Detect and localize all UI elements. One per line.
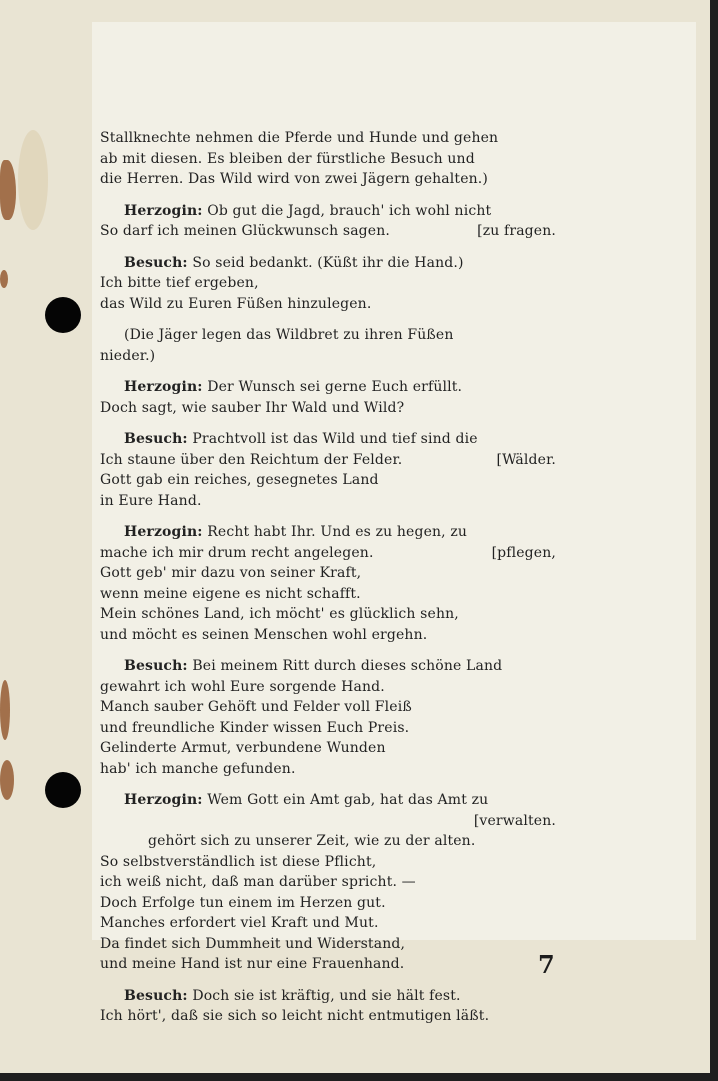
- text-line: Mein schönes Land, ich möcht' es glücklich sehn,: [100, 606, 459, 622]
- text-line: Manches erfordert viel Kraft und Mut.: [100, 915, 379, 931]
- text-line: So darf ich meinen Glückwunsch sagen. [zu fragen.: [100, 221, 556, 242]
- text-line: Besuch: Prachtvoll ist das Wild und tief sind die: [124, 431, 478, 447]
- text-line: Herzogin: Ob gut die Jagd, brauch' ich wohl nicht: [124, 202, 492, 219]
- text-line: in Eure Hand.: [100, 492, 202, 509]
- speaker-name: Herzogin:: [124, 524, 203, 540]
- speaker-name: Besuch:: [124, 254, 188, 271]
- scan-border-bottom: [0, 1073, 718, 1081]
- text-line: Doch sagt, wie sauber Ihr Wald und Wild?: [100, 399, 405, 416]
- text-line: und möcht es seinen Menschen wohl ergehn.: [100, 626, 428, 643]
- text-line: hab' ich manche gefunden.: [100, 760, 296, 777]
- speaker-name: Herzogin:: [124, 202, 203, 219]
- text-line: Gelinderte Armut, verbundene Wunden: [100, 740, 386, 756]
- text-line: die Herren. Das Wild wird von zwei Jägern gehalten.): [100, 171, 489, 187]
- play-text: [100, 128, 556, 1038]
- overflow-word: [zu fragen.: [477, 223, 556, 239]
- rust-stain: [0, 760, 14, 800]
- dialogue-besuch: [100, 253, 556, 315]
- text-line: Besuch: Bei meinem Ritt durch dieses schöne Land: [124, 658, 503, 674]
- text-line: Herzogin: Recht habt Ihr. Und es zu hegen, zu: [124, 524, 468, 540]
- speaker-name: Herzogin:: [124, 379, 203, 395]
- text-line: und meine Hand ist nur eine Frauenhand.: [100, 956, 405, 972]
- text-line: ab mit diesen. Es bleiben der fürstliche Besuch und: [100, 150, 475, 167]
- text-line: Besuch: Doch sie ist kräftig, und sie hält fest.: [124, 987, 461, 1004]
- overflow-word: [pflegen,: [491, 544, 556, 561]
- text-line: Herzogin: Wem Gott ein Amt gab, hat das Amt zu: [124, 792, 489, 808]
- text-line: wenn meine eigene es nicht schafft.: [100, 585, 361, 602]
- dialogue-herzogin: [100, 790, 556, 975]
- text-line: Da findet sich Dummheit und Widerstand,: [100, 935, 406, 952]
- text-line: und freundliche Kinder wissen Euch Preis.: [100, 719, 410, 736]
- text-line: Gott geb' mir dazu von seiner Kraft,: [100, 565, 362, 581]
- text-line: mache ich mir drum recht angelegen. [pflegen,: [100, 543, 556, 564]
- text-line: Ich bitte tief ergeben,: [100, 275, 259, 291]
- overflow-word: [verwalten.: [473, 812, 556, 829]
- overflow-word: [Wälder.: [496, 451, 556, 468]
- dialogue-besuch: [100, 429, 556, 511]
- rust-stain: [0, 680, 10, 740]
- punch-hole-upper: [45, 297, 81, 333]
- speaker-name: Herzogin:: [124, 792, 203, 808]
- punch-hole-lower: [45, 772, 81, 808]
- dialogue-herzogin: [100, 201, 556, 242]
- text-line: nieder.): [100, 347, 156, 364]
- text-line: Herzogin: Der Wunsch sei gerne Euch erfüllt.: [124, 379, 463, 395]
- text-line: Ich hört', daß sie sich so leicht nicht entmutigen läßt.: [100, 1008, 490, 1024]
- text-line: Gott gab ein reiches, gesegnetes Land: [100, 472, 379, 488]
- rust-stain: [0, 270, 8, 288]
- text-line: das Wild zu Euren Füßen hinzulegen.: [100, 295, 372, 312]
- speaker-name: Besuch:: [124, 658, 188, 674]
- text-line: Ich staune über den Reichtum der Felder. [Wälder.: [100, 450, 556, 471]
- speaker-name: Besuch:: [124, 431, 188, 447]
- text-line: Manch sauber Gehöft und Felder voll Fleiß: [100, 699, 412, 715]
- text-line: So selbstverständlich ist diese Pflicht,: [100, 853, 377, 870]
- text-line: (Die Jäger legen das Wildbret zu ihren Füßen: [124, 327, 454, 343]
- speaker-name: Besuch:: [124, 987, 188, 1004]
- dialogue-besuch: [100, 656, 556, 779]
- text-line: Doch Erfolge tun einem im Herzen gut.: [100, 894, 386, 911]
- dialogue-herzogin: [100, 377, 556, 418]
- text-line: Besuch: So seid bedankt. (Küßt ihr die Hand.): [124, 254, 464, 271]
- page-number: 7: [538, 950, 555, 979]
- stage-direction: [100, 128, 556, 190]
- paper-discoloration: [18, 130, 48, 230]
- dialogue-besuch: [100, 986, 556, 1027]
- scan-border-right: [710, 0, 718, 1081]
- text-line: gehört sich zu unserer Zeit, wie zu der alten.: [148, 833, 476, 849]
- dialogue-herzogin: [100, 522, 556, 645]
- text-line: ich weiß nicht, daß man darüber spricht. —: [100, 874, 416, 890]
- text-line: gewahrt ich wohl Eure sorgende Hand.: [100, 678, 385, 695]
- text-line: [100, 811, 556, 832]
- text-line: Stallknechte nehmen die Pferde und Hunde und gehen: [100, 130, 499, 146]
- stage-direction: [100, 325, 556, 366]
